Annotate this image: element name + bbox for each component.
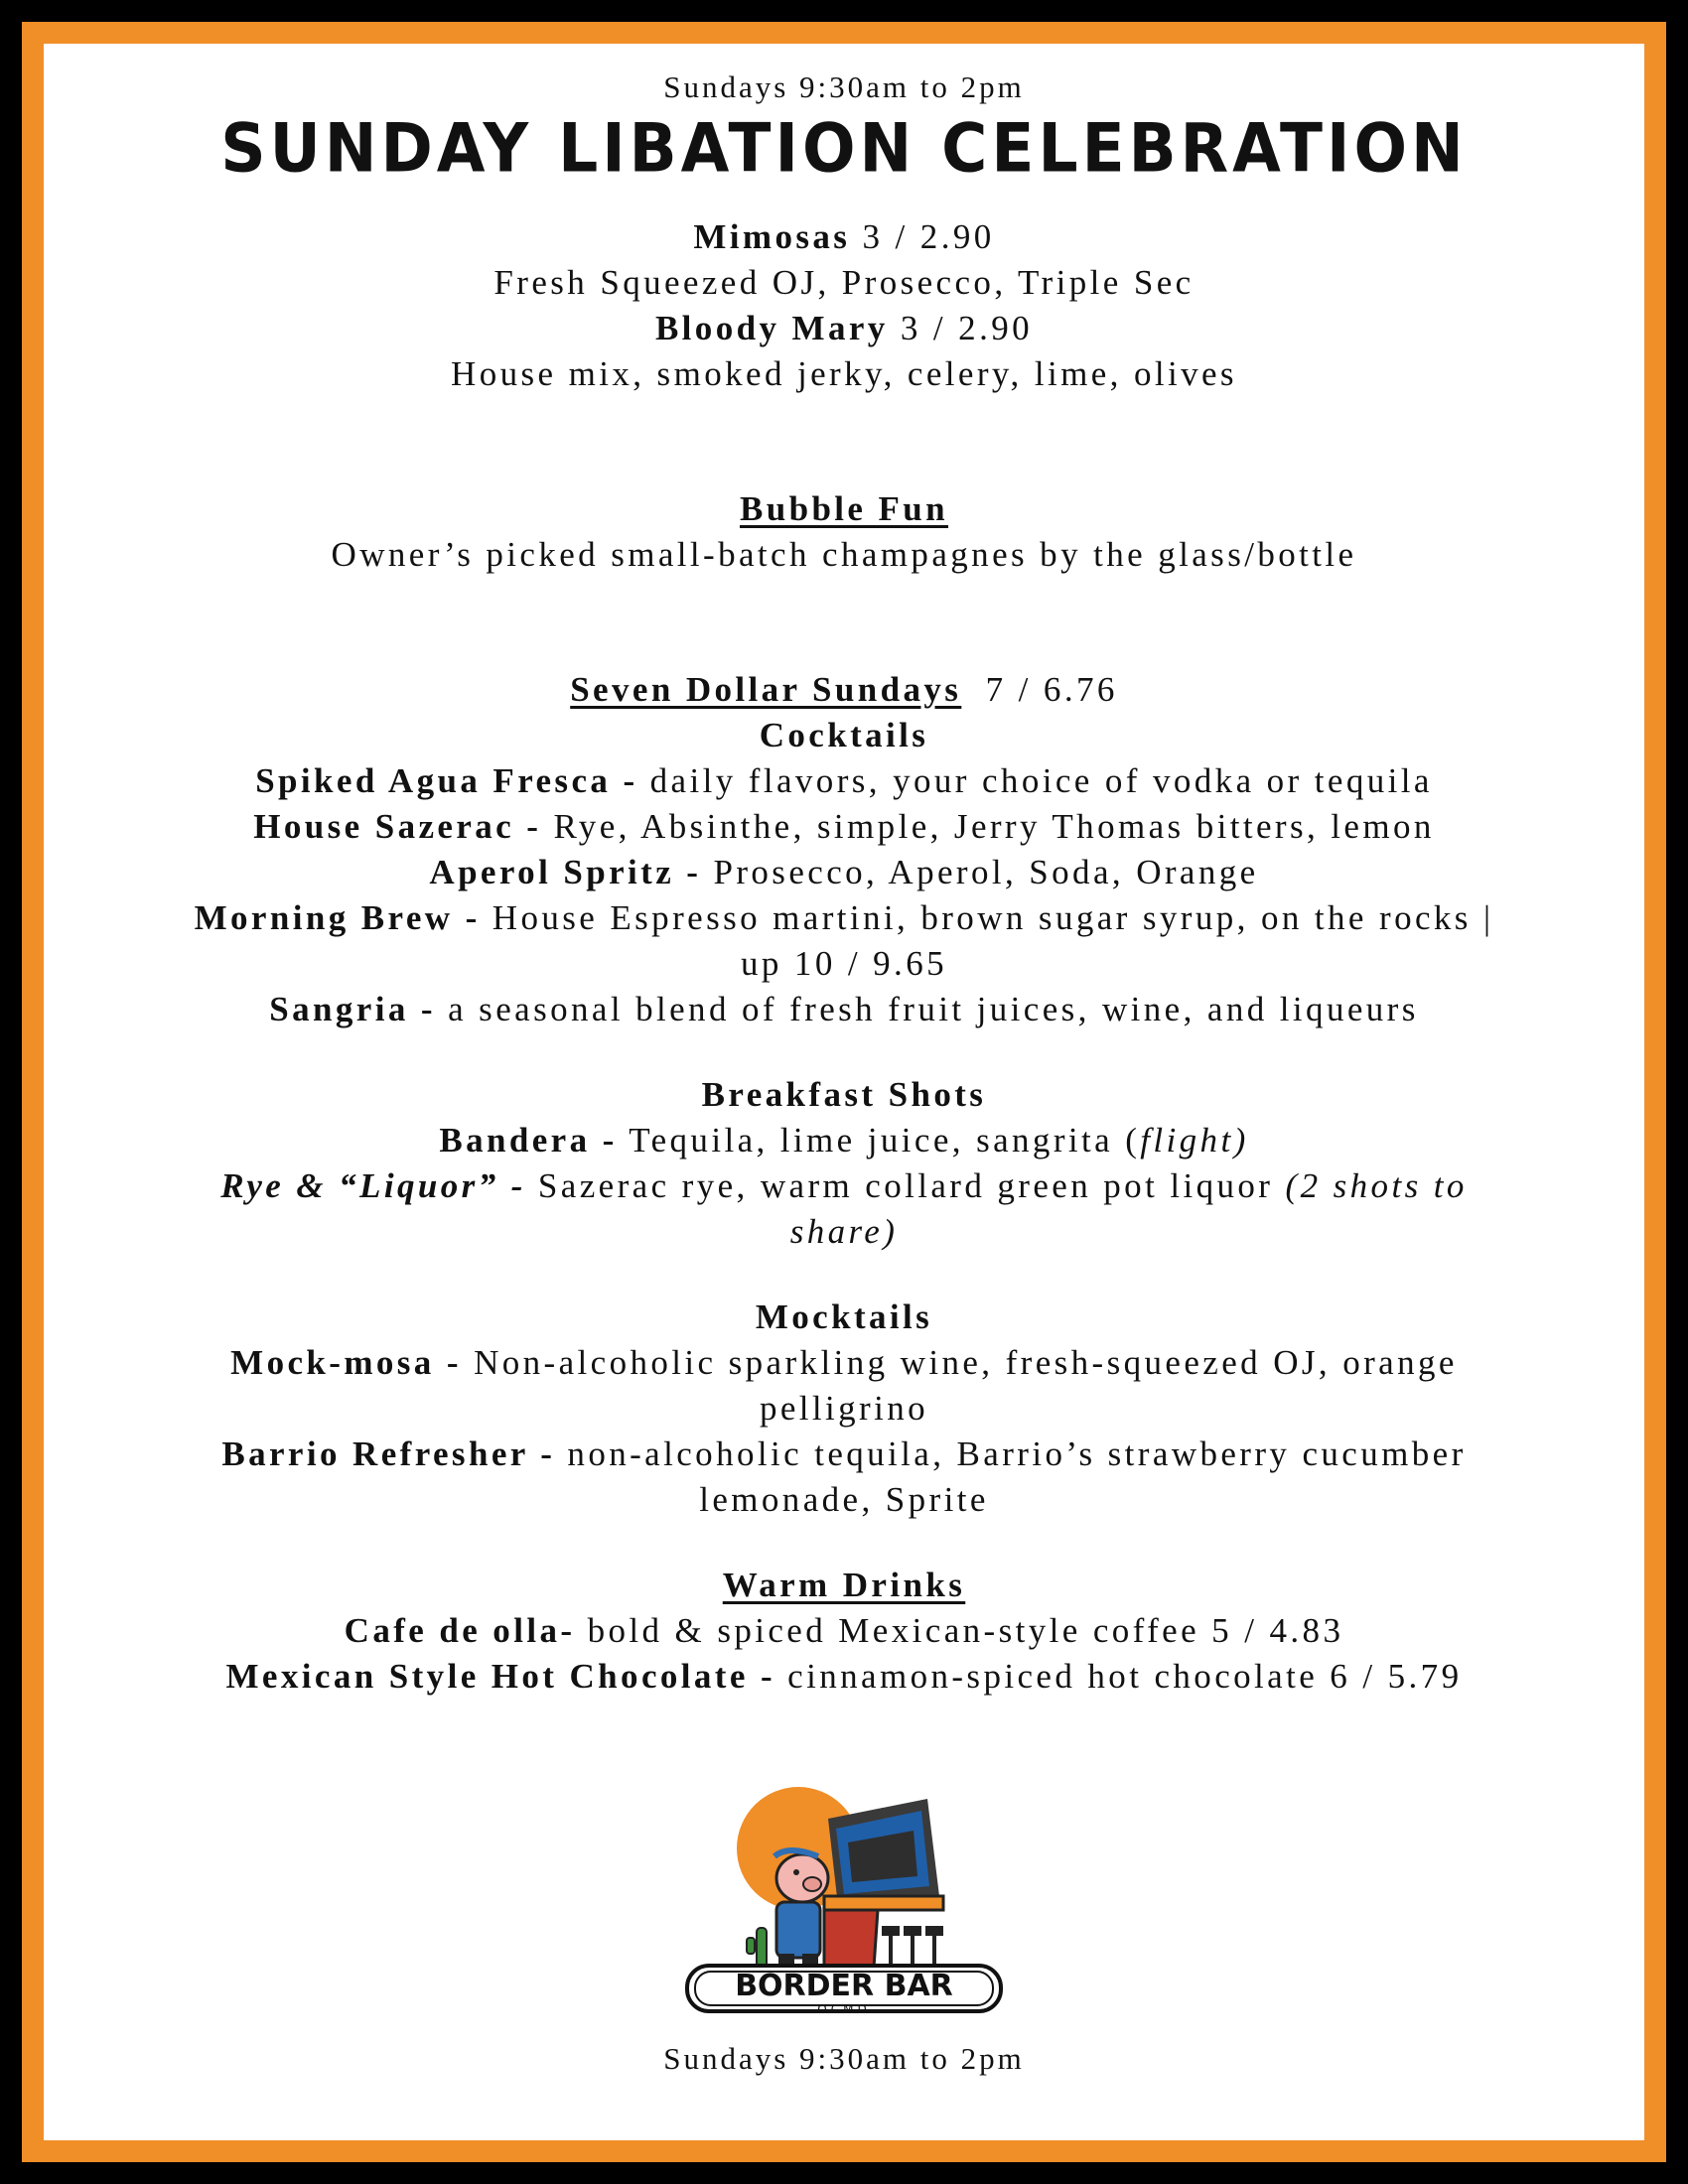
menu-content (44, 44, 1644, 2079)
list-item (44, 987, 1644, 1032)
item-desc: a seasonal blend of fresh fruit juices, wine, and liqueurs (448, 990, 1419, 1028)
item-desc: Non-alcoholic sparkling wine, fresh-squeezed OJ, orange pelligrino (474, 1343, 1458, 1428)
item-desc: cinnamon-spiced hot chocolate 6 / 5.79 (787, 1657, 1463, 1696)
item-name: Cafe de olla- (344, 1611, 576, 1650)
item-desc: Sazerac rye, warm collard green pot liquor (537, 1166, 1274, 1205)
list-item (44, 1432, 1644, 1523)
item-desc: bold & spiced Mexican-style coffee 5 / 4.83 (587, 1611, 1344, 1650)
item-price: 3 / 2.90 (900, 309, 1034, 347)
section-heading: Seven Dollar Sundays (570, 670, 962, 709)
list-item (44, 758, 1644, 804)
list-item (44, 1163, 1644, 1255)
item-price: 3 / 2.90 (862, 217, 995, 256)
list-item (44, 1340, 1644, 1432)
item-name: Bloody Mary (654, 309, 889, 347)
item-name: Bandera - (439, 1121, 618, 1160)
section-desc: Owner’s picked small-batch champagnes by the glass/bottle (331, 535, 1357, 574)
item-desc: daily flavors, your choice of vodka or tequila (649, 761, 1433, 800)
item-desc: Tequila, lime juice, sangrita ( (629, 1121, 1141, 1160)
item-name: Rye & “Liquor” - (220, 1166, 526, 1205)
intro-item-bloody-mary (44, 306, 1644, 351)
section-price: 7 / 6.76 (985, 670, 1118, 709)
item-name: Aperol Spritz - (429, 853, 702, 891)
item-name: Sangria - (269, 990, 436, 1028)
menu-page (44, 44, 1644, 2140)
item-desc: House mix, smoked jerky, celery, lime, olives (451, 354, 1237, 393)
section-heading-breakfast-shots: Breakfast Shots (701, 1075, 987, 1114)
item-note: flight) (1140, 1121, 1249, 1160)
border-bar-logo (679, 1779, 1009, 2017)
item-name: Mexican Style Hot Chocolate - (225, 1657, 775, 1696)
list-item (44, 895, 1644, 987)
item-name: Mock-mosa - (230, 1343, 462, 1382)
item-name: Morning Brew - (194, 898, 481, 937)
intro-item-mimosas (44, 214, 1644, 260)
list-item (44, 804, 1644, 850)
section-heading: Warm Drinks (722, 1566, 966, 1604)
item-desc: non-alcoholic tequila, Barrio’s strawberry cucumber lemonade, Sprite (567, 1434, 1467, 1519)
item-name: Spiked Agua Fresca - (255, 761, 638, 800)
item-name: House Sazerac - (253, 807, 542, 846)
hours-top: Sundays 9:30am to 2pm (663, 69, 1025, 104)
list-item (44, 1608, 1644, 1654)
hours-bottom: Sundays 9:30am to 2pm (663, 2041, 1025, 2076)
list-item (44, 1654, 1644, 1700)
page-title: SUNDAY LIBATION CELEBRATION (220, 109, 1468, 188)
item-desc: Rye, Absinthe, simple, Jerry Thomas bitters, lemon (553, 807, 1435, 846)
section-bubble-fun (44, 486, 1644, 532)
pig-mascot-icon (774, 1850, 828, 1966)
section-seven-dollar-sundays (44, 667, 1644, 713)
logo-subtext: OCMD (817, 2002, 871, 2016)
item-name: Mimosas (693, 217, 851, 256)
subheading-cocktails: Cocktails (759, 716, 929, 754)
item-desc: House Espresso martini, brown sugar syrup, on the rocks | up 10 / 9.65 (492, 898, 1494, 983)
cactus-icon (747, 1928, 767, 1968)
item-desc: Prosecco, Aperol, Soda, Orange (713, 853, 1259, 891)
logo-text: BORDER BAR (735, 1969, 953, 2003)
bar-counter (824, 1910, 878, 1972)
item-name: Barrio Refresher - (221, 1434, 556, 1473)
logo-graphic (679, 1779, 1009, 2017)
list-item (44, 1118, 1644, 1163)
item-desc: Fresh Squeezed OJ, Prosecco, Triple Sec (493, 263, 1195, 302)
list-item (44, 850, 1644, 895)
section-heading: Bubble Fun (739, 489, 949, 528)
item-note: (2 shots to share) (789, 1166, 1468, 1251)
stools-icon (884, 1928, 941, 1968)
section-warm-drinks (44, 1563, 1644, 1608)
section-heading-mocktails: Mocktails (755, 1297, 933, 1336)
